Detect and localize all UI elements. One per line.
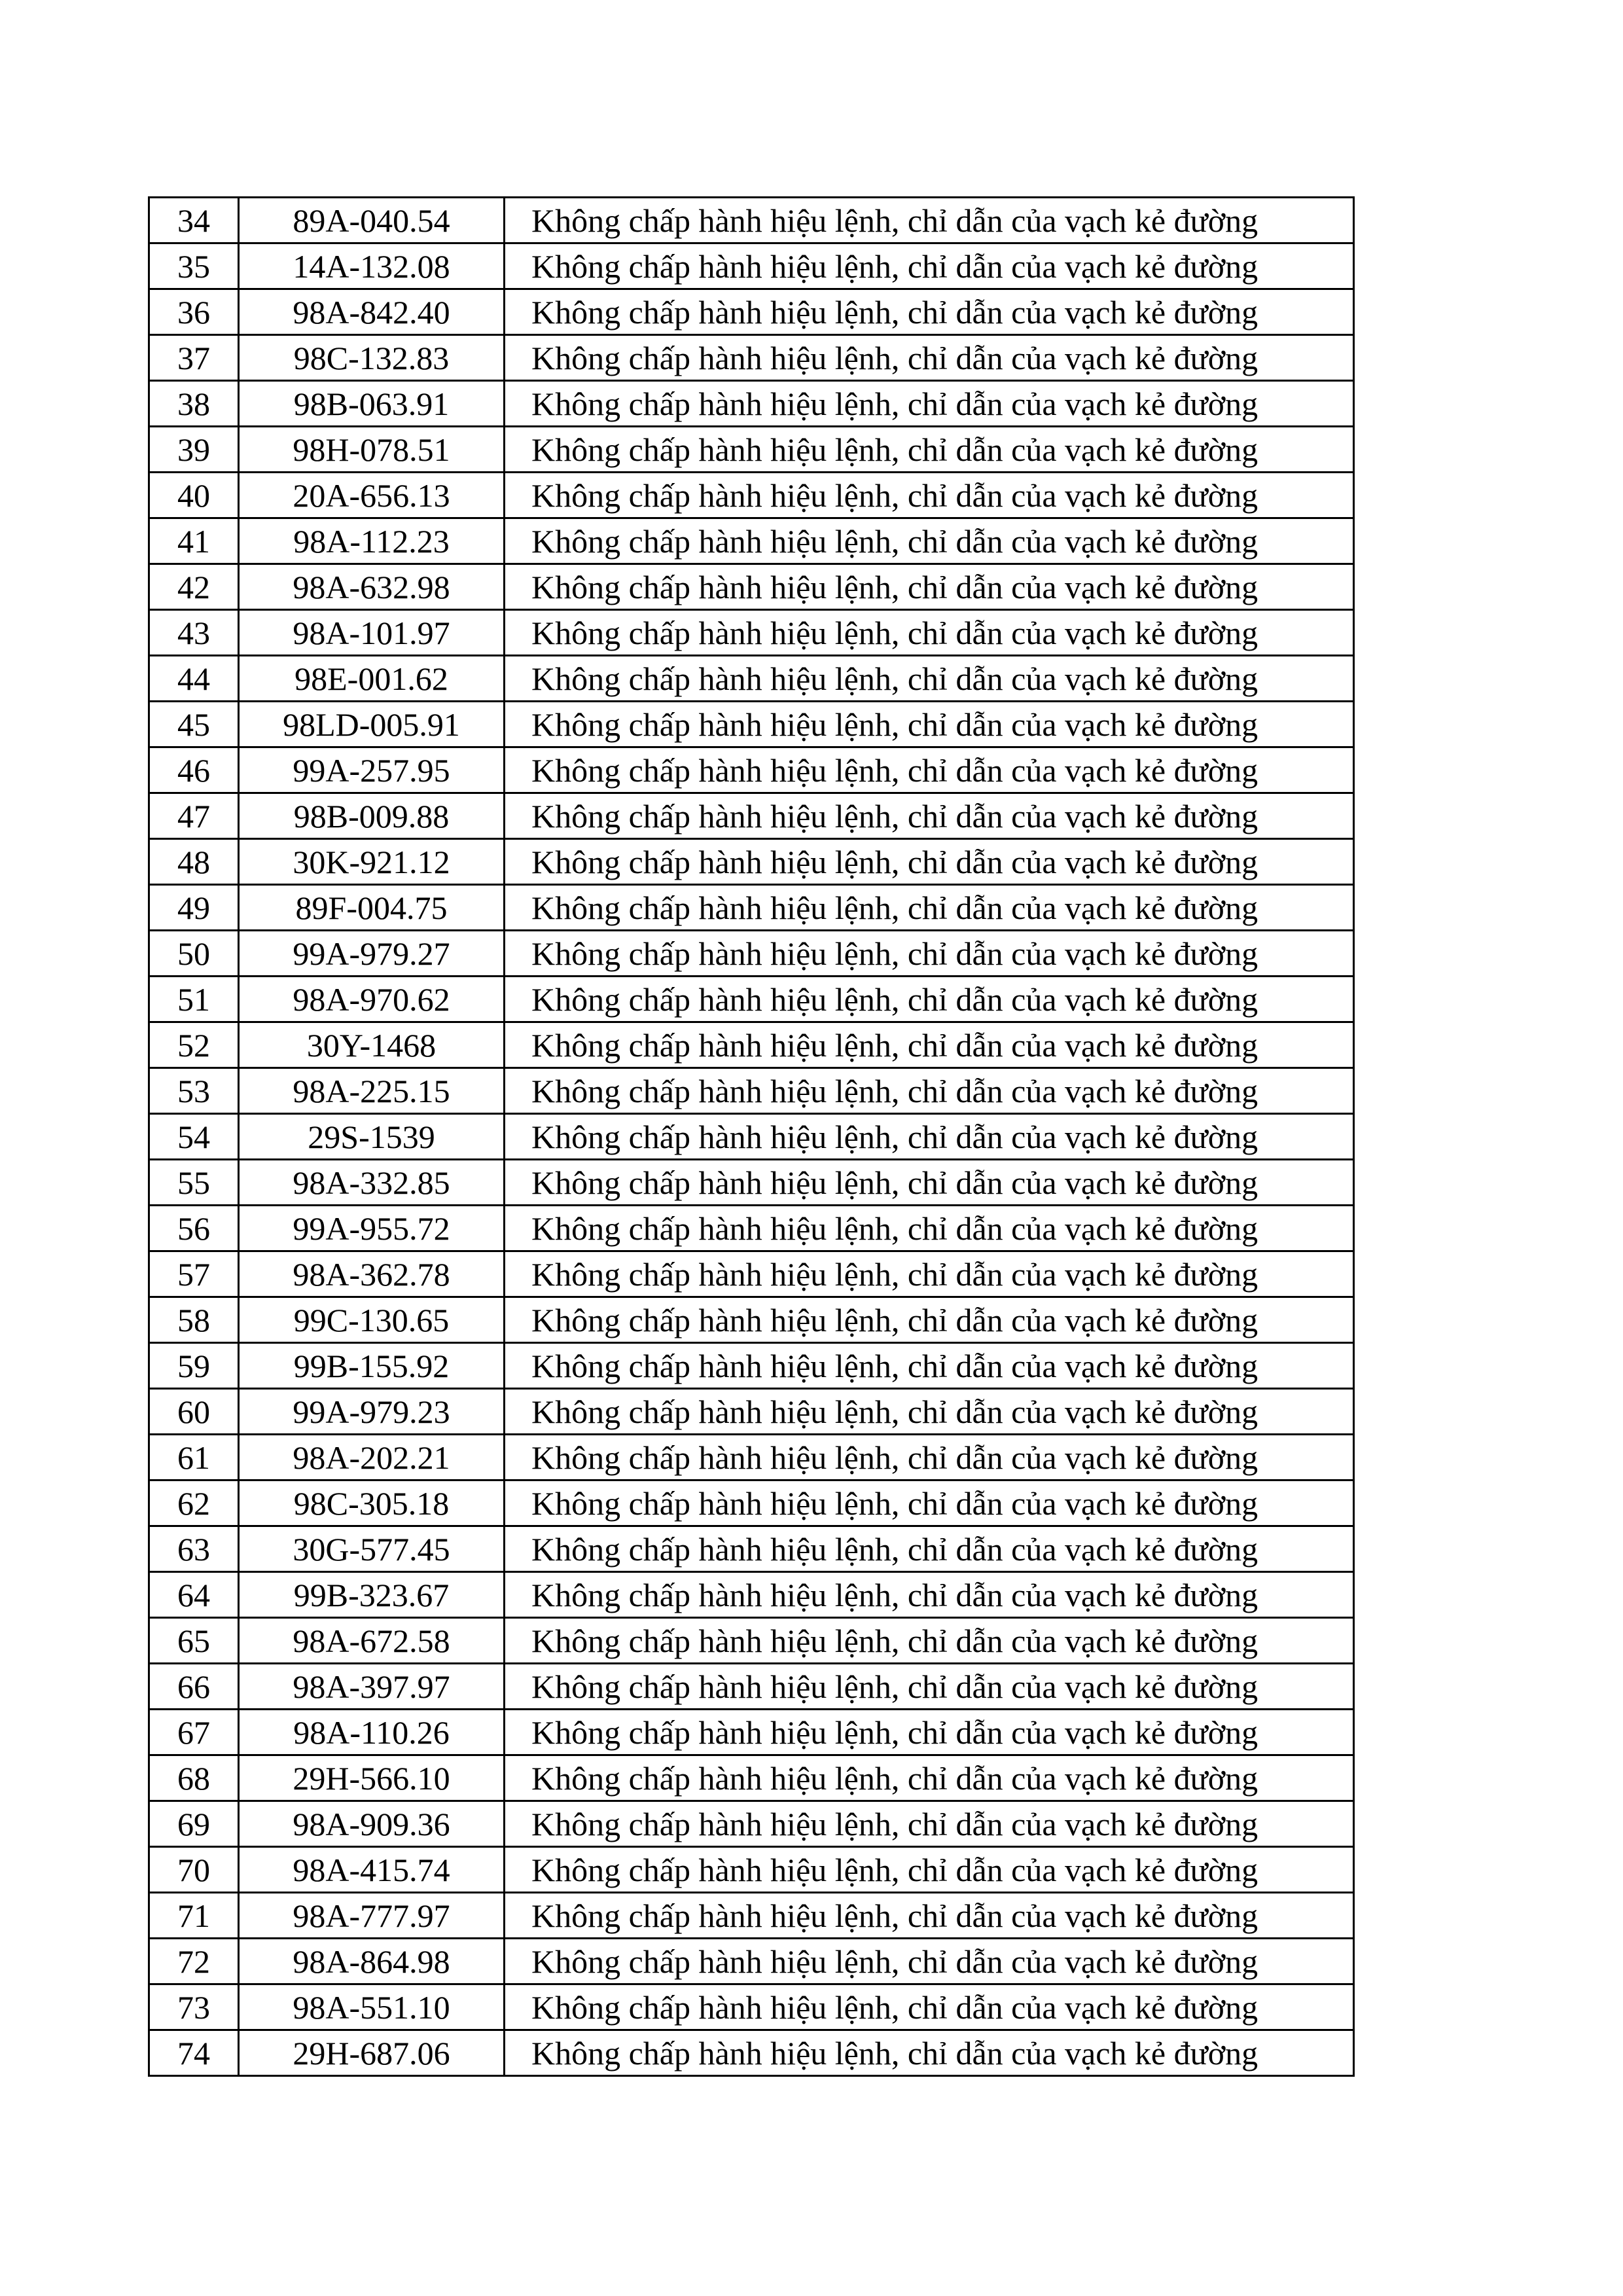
table-row: [149, 1710, 1354, 1755]
violation-cell: Không chấp hành hiệu lệnh, chỉ dẫn của vạch kẻ đường: [505, 335, 1354, 381]
license-plate-cell: 99A-979.27: [239, 931, 505, 977]
license-plate-cell: 98A-397.97: [239, 1664, 505, 1710]
license-plate-cell: 98A-632.98: [239, 564, 505, 610]
table-row: [149, 1847, 1354, 1893]
row-number-cell: 70: [149, 1847, 239, 1893]
table-row: [149, 1343, 1354, 1389]
violation-cell: Không chấp hành hiệu lệnh, chỉ dẫn của vạch kẻ đường: [505, 1755, 1354, 1801]
violation-cell: Không chấp hành hiệu lệnh, chỉ dẫn của vạch kẻ đường: [505, 839, 1354, 885]
row-number-cell: 69: [149, 1801, 239, 1847]
row-number-cell: 44: [149, 656, 239, 702]
row-number-cell: 53: [149, 1068, 239, 1114]
violation-cell: Không chấp hành hiệu lệnh, chỉ dẫn của vạch kẻ đường: [505, 1710, 1354, 1755]
license-plate-cell: 98B-063.91: [239, 381, 505, 427]
row-number-cell: 34: [149, 198, 239, 243]
row-number-cell: 61: [149, 1435, 239, 1480]
table-row: [149, 1893, 1354, 1939]
license-plate-cell: 99A-979.23: [239, 1389, 505, 1435]
license-plate-cell: 89F-004.75: [239, 885, 505, 931]
violation-cell: Không chấp hành hiệu lệnh, chỉ dẫn của vạch kẻ đường: [505, 747, 1354, 793]
license-plate-cell: 98A-551.10: [239, 1984, 505, 2030]
violation-cell: Không chấp hành hiệu lệnh, chỉ dẫn của vạch kẻ đường: [505, 1343, 1354, 1389]
table-row: [149, 473, 1354, 518]
license-plate-cell: 98A-909.36: [239, 1801, 505, 1847]
row-number-cell: 66: [149, 1664, 239, 1710]
license-plate-cell: 98A-110.26: [239, 1710, 505, 1755]
row-number-cell: 58: [149, 1297, 239, 1343]
violation-cell: Không chấp hành hiệu lệnh, chỉ dẫn của vạch kẻ đường: [505, 427, 1354, 473]
row-number-cell: 72: [149, 1939, 239, 1984]
table-row: [149, 335, 1354, 381]
row-number-cell: 55: [149, 1160, 239, 1206]
license-plate-cell: 20A-656.13: [239, 473, 505, 518]
table-row: [149, 1160, 1354, 1206]
violation-cell: Không chấp hành hiệu lệnh, chỉ dẫn của vạch kẻ đường: [505, 656, 1354, 702]
violation-cell: Không chấp hành hiệu lệnh, chỉ dẫn của vạch kẻ đường: [505, 1114, 1354, 1160]
license-plate-cell: 98A-777.97: [239, 1893, 505, 1939]
row-number-cell: 41: [149, 518, 239, 564]
table-row: [149, 198, 1354, 243]
violation-cell: Không chấp hành hiệu lệnh, chỉ dẫn của vạch kẻ đường: [505, 793, 1354, 839]
table-row: [149, 1022, 1354, 1068]
row-number-cell: 39: [149, 427, 239, 473]
license-plate-cell: 98A-225.15: [239, 1068, 505, 1114]
violation-cell: Không chấp hành hiệu lệnh, chỉ dẫn của vạch kẻ đường: [505, 977, 1354, 1022]
violations-table-body: [149, 198, 1354, 2076]
license-plate-cell: 98A-864.98: [239, 1939, 505, 1984]
row-number-cell: 43: [149, 610, 239, 656]
license-plate-cell: 98C-132.83: [239, 335, 505, 381]
violation-cell: Không chấp hành hiệu lệnh, chỉ dẫn của vạch kẻ đường: [505, 1526, 1354, 1572]
license-plate-cell: 98A-970.62: [239, 977, 505, 1022]
table-row: [149, 885, 1354, 931]
table-row: [149, 1572, 1354, 1618]
license-plate-cell: 29H-687.06: [239, 2030, 505, 2076]
license-plate-cell: 99A-955.72: [239, 1206, 505, 1251]
table-row: [149, 1480, 1354, 1526]
row-number-cell: 71: [149, 1893, 239, 1939]
table-row: [149, 931, 1354, 977]
table-row: [149, 839, 1354, 885]
table-row: [149, 427, 1354, 473]
row-number-cell: 64: [149, 1572, 239, 1618]
violation-cell: Không chấp hành hiệu lệnh, chỉ dẫn của vạch kẻ đường: [505, 381, 1354, 427]
table-row: [149, 656, 1354, 702]
violation-cell: Không chấp hành hiệu lệnh, chỉ dẫn của vạch kẻ đường: [505, 1572, 1354, 1618]
row-number-cell: 50: [149, 931, 239, 977]
table-row: [149, 564, 1354, 610]
table-row: [149, 1297, 1354, 1343]
violation-cell: Không chấp hành hiệu lệnh, chỉ dẫn của vạch kẻ đường: [505, 289, 1354, 335]
table-row: [149, 243, 1354, 289]
table-row: [149, 1618, 1354, 1664]
row-number-cell: 42: [149, 564, 239, 610]
row-number-cell: 51: [149, 977, 239, 1022]
license-plate-cell: 99C-130.65: [239, 1297, 505, 1343]
license-plate-cell: 98H-078.51: [239, 427, 505, 473]
row-number-cell: 47: [149, 793, 239, 839]
violation-cell: Không chấp hành hiệu lệnh, chỉ dẫn của vạch kẻ đường: [505, 1068, 1354, 1114]
violation-cell: Không chấp hành hiệu lệnh, chỉ dẫn của vạch kẻ đường: [505, 885, 1354, 931]
license-plate-cell: 98A-112.23: [239, 518, 505, 564]
row-number-cell: 74: [149, 2030, 239, 2076]
row-number-cell: 54: [149, 1114, 239, 1160]
table-row: [149, 381, 1354, 427]
license-plate-cell: 30K-921.12: [239, 839, 505, 885]
violation-cell: Không chấp hành hiệu lệnh, chỉ dẫn của vạch kẻ đường: [505, 518, 1354, 564]
table-row: [149, 1755, 1354, 1801]
table-row: [149, 1939, 1354, 1984]
table-row: [149, 793, 1354, 839]
row-number-cell: 36: [149, 289, 239, 335]
row-number-cell: 67: [149, 1710, 239, 1755]
table-row: [149, 610, 1354, 656]
violation-cell: Không chấp hành hiệu lệnh, chỉ dẫn của vạch kẻ đường: [505, 1206, 1354, 1251]
row-number-cell: 37: [149, 335, 239, 381]
violation-cell: Không chấp hành hiệu lệnh, chỉ dẫn của vạch kẻ đường: [505, 1297, 1354, 1343]
row-number-cell: 63: [149, 1526, 239, 1572]
table-row: [149, 518, 1354, 564]
row-number-cell: 48: [149, 839, 239, 885]
license-plate-cell: 98A-672.58: [239, 1618, 505, 1664]
license-plate-cell: 30Y-1468: [239, 1022, 505, 1068]
table-row: [149, 1114, 1354, 1160]
violation-cell: Không chấp hành hiệu lệnh, chỉ dẫn của vạch kẻ đường: [505, 1984, 1354, 2030]
license-plate-cell: 99B-323.67: [239, 1572, 505, 1618]
row-number-cell: 56: [149, 1206, 239, 1251]
license-plate-cell: 89A-040.54: [239, 198, 505, 243]
license-plate-cell: 98E-001.62: [239, 656, 505, 702]
row-number-cell: 59: [149, 1343, 239, 1389]
violation-cell: Không chấp hành hiệu lệnh, chỉ dẫn của vạch kẻ đường: [505, 564, 1354, 610]
row-number-cell: 62: [149, 1480, 239, 1526]
license-plate-cell: 29S-1539: [239, 1114, 505, 1160]
table-row: [149, 1664, 1354, 1710]
table-row: [149, 702, 1354, 747]
table-row: [149, 1435, 1354, 1480]
table-row: [149, 1526, 1354, 1572]
license-plate-cell: 98B-009.88: [239, 793, 505, 839]
violations-table: [148, 196, 1355, 2077]
violation-cell: Không chấp hành hiệu lệnh, chỉ dẫn của vạch kẻ đường: [505, 1939, 1354, 1984]
violation-cell: Không chấp hành hiệu lệnh, chỉ dẫn của vạch kẻ đường: [505, 473, 1354, 518]
row-number-cell: 38: [149, 381, 239, 427]
table-row: [149, 977, 1354, 1022]
license-plate-cell: 98A-842.40: [239, 289, 505, 335]
row-number-cell: 52: [149, 1022, 239, 1068]
violation-cell: Không chấp hành hiệu lệnh, chỉ dẫn của vạch kẻ đường: [505, 1435, 1354, 1480]
violation-cell: Không chấp hành hiệu lệnh, chỉ dẫn của vạch kẻ đường: [505, 1618, 1354, 1664]
license-plate-cell: 98A-415.74: [239, 1847, 505, 1893]
table-row: [149, 747, 1354, 793]
violation-cell: Không chấp hành hiệu lệnh, chỉ dẫn của vạch kẻ đường: [505, 610, 1354, 656]
violation-cell: Không chấp hành hiệu lệnh, chỉ dẫn của vạch kẻ đường: [505, 1893, 1354, 1939]
violation-cell: Không chấp hành hiệu lệnh, chỉ dẫn của vạch kẻ đường: [505, 1664, 1354, 1710]
violation-cell: Không chấp hành hiệu lệnh, chỉ dẫn của vạch kẻ đường: [505, 1160, 1354, 1206]
table-row: [149, 2030, 1354, 2076]
row-number-cell: 35: [149, 243, 239, 289]
license-plate-cell: 14A-132.08: [239, 243, 505, 289]
violation-cell: Không chấp hành hiệu lệnh, chỉ dẫn của vạch kẻ đường: [505, 702, 1354, 747]
table-row: [149, 289, 1354, 335]
violation-cell: Không chấp hành hiệu lệnh, chỉ dẫn của vạch kẻ đường: [505, 1801, 1354, 1847]
license-plate-cell: 98LD-005.91: [239, 702, 505, 747]
table-row: [149, 1984, 1354, 2030]
license-plate-cell: 98A-362.78: [239, 1251, 505, 1297]
license-plate-cell: 29H-566.10: [239, 1755, 505, 1801]
row-number-cell: 45: [149, 702, 239, 747]
table-row: [149, 1251, 1354, 1297]
license-plate-cell: 99B-155.92: [239, 1343, 505, 1389]
row-number-cell: 65: [149, 1618, 239, 1664]
violation-cell: Không chấp hành hiệu lệnh, chỉ dẫn của vạch kẻ đường: [505, 1480, 1354, 1526]
violation-cell: Không chấp hành hiệu lệnh, chỉ dẫn của vạch kẻ đường: [505, 1389, 1354, 1435]
row-number-cell: 68: [149, 1755, 239, 1801]
row-number-cell: 73: [149, 1984, 239, 2030]
violation-cell: Không chấp hành hiệu lệnh, chỉ dẫn của vạch kẻ đường: [505, 1251, 1354, 1297]
row-number-cell: 49: [149, 885, 239, 931]
violation-cell: Không chấp hành hiệu lệnh, chỉ dẫn của vạch kẻ đường: [505, 1847, 1354, 1893]
license-plate-cell: 98A-332.85: [239, 1160, 505, 1206]
violation-cell: Không chấp hành hiệu lệnh, chỉ dẫn của vạch kẻ đường: [505, 243, 1354, 289]
violation-cell: Không chấp hành hiệu lệnh, chỉ dẫn của vạch kẻ đường: [505, 2030, 1354, 2076]
violation-cell: Không chấp hành hiệu lệnh, chỉ dẫn của vạch kẻ đường: [505, 931, 1354, 977]
license-plate-cell: 99A-257.95: [239, 747, 505, 793]
violation-cell: Không chấp hành hiệu lệnh, chỉ dẫn của vạch kẻ đường: [505, 1022, 1354, 1068]
table-row: [149, 1206, 1354, 1251]
table-row: [149, 1801, 1354, 1847]
license-plate-cell: 30G-577.45: [239, 1526, 505, 1572]
license-plate-cell: 98A-202.21: [239, 1435, 505, 1480]
row-number-cell: 60: [149, 1389, 239, 1435]
violation-cell: Không chấp hành hiệu lệnh, chỉ dẫn của vạch kẻ đường: [505, 198, 1354, 243]
row-number-cell: 46: [149, 747, 239, 793]
row-number-cell: 40: [149, 473, 239, 518]
license-plate-cell: 98A-101.97: [239, 610, 505, 656]
table-row: [149, 1389, 1354, 1435]
table-row: [149, 1068, 1354, 1114]
license-plate-cell: 98C-305.18: [239, 1480, 505, 1526]
row-number-cell: 57: [149, 1251, 239, 1297]
